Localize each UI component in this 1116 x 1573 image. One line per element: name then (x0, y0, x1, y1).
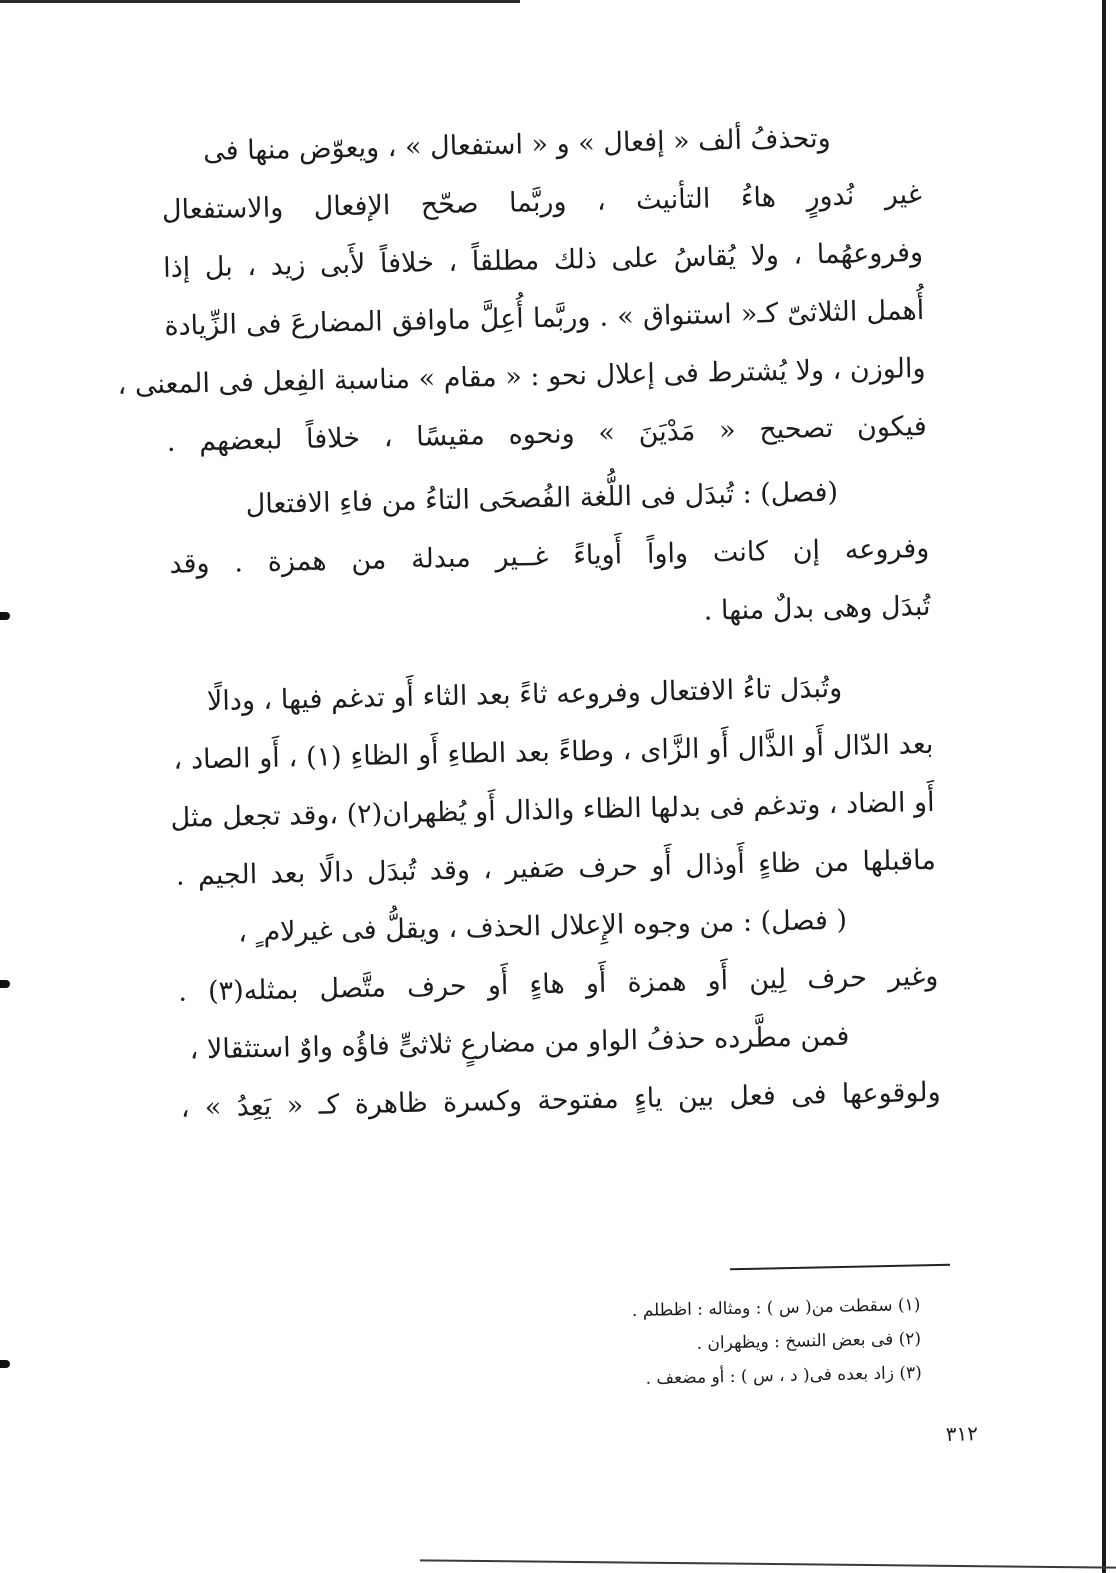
footnotes (420, 1288, 922, 1400)
binding-mark (0, 980, 10, 988)
section-heading-line: ( فصل) : من وجوه الإِعلال الحذف ، ويقلُّ فى غيرلام ٍ ، (237, 904, 848, 949)
section-heading-line: (فصل) : تُبدَل فى اللُّغة الفُصحَى التاءُ من فاءِ الافتعال (245, 476, 839, 521)
text-line: وتحذفُ ألف « إفعال » و « استفعال » ، ويعوّض منها فى (202, 122, 831, 168)
text-line: أَو الضاد ، وتدغم فى بدلها الظاء والذال أَو يُظهران(٢) ،وقد تجعل مثل (170, 786, 935, 834)
text-line: تُبدَل وهى بدلٌ منها . (703, 590, 931, 627)
footnote-separator (730, 1264, 950, 1271)
text-line: وفروعه إن كانت واواً أَوياءً غــير مبدلة من همزة . وقد (169, 532, 930, 580)
binding-mark (0, 612, 10, 620)
text-line: والوزن ، ولا يُشترط فى إعلال نحو : « مقام » مناسبة الفِعل فى المعنى ، (117, 352, 926, 401)
text-line: وغير حرف لِين أَو همزة أَو هاءٍ أَو حرف متَّصل بمثله(٣) . (178, 960, 939, 1008)
page-number: ٣١٢ (945, 1421, 979, 1446)
text-line: بعد الدّال أَو الذَّال أَو الزَّاى ، وطاءً بعد الطاءِ أَو الظاءِ (١) ، أَو الصاد ، (173, 728, 934, 776)
body-text (117, 108, 941, 1138)
text-line: ماقبلها من ظاءٍ أَوذال أَو حرف صَفير ، وقد تُبدَل دالًا بعد الجيم . (175, 844, 937, 892)
footnote: (٣) زاد بعده فى( د ، س ) : أو مضعف . (645, 1362, 922, 1389)
page-right-edge (1102, 0, 1106, 1573)
text-line: غير نُدورٍ هاءُ التأنيث ، وربَّما صحّح الإفعال والاستفعال (161, 178, 923, 226)
page-bottom-edge (420, 1559, 1116, 1568)
text-line: ولوقوعها فى فعل بين ياءٍ مفتوحة وكسرة ظاهرة كـ « يَعِدُ » ، (180, 1076, 941, 1124)
text-line: وفروعهُما ، ولا يُقاسُ على ذلك مطلقاً ، خلافاً لأَبى زيد ، بل إذا (162, 236, 924, 284)
footnote: (٢) فى بعض النسخ : ويظهران . (696, 1328, 922, 1354)
text-line: أُهمل الثلاثىّ كـ« استنواق » . وربَّما أُعِلَّ ماوافق المضارعَ فى الزِّيادة (164, 294, 925, 342)
text-line: وتُبدَل تاءُ الافتعال وفروعه ثاءً بعد الثاء أَو تدغم فيها ، ودالًا (206, 672, 843, 718)
text-line: فمن مطَّرده حذفُ الواو من مضارعٍ ثلاثىٍّ فاؤُه واوٌ استثقالا ، (189, 1020, 850, 1066)
binding-mark (0, 1360, 10, 1368)
page-top-edge (0, 0, 520, 3)
footnote: (١) سقطت من( س ) : ومثاله : اظطلم . (631, 1294, 921, 1322)
text-line: فيكون تصحيح « مَدْيَنَ » ونحوه مقيسًا ، خلافاً لبعضهم . (166, 410, 927, 458)
